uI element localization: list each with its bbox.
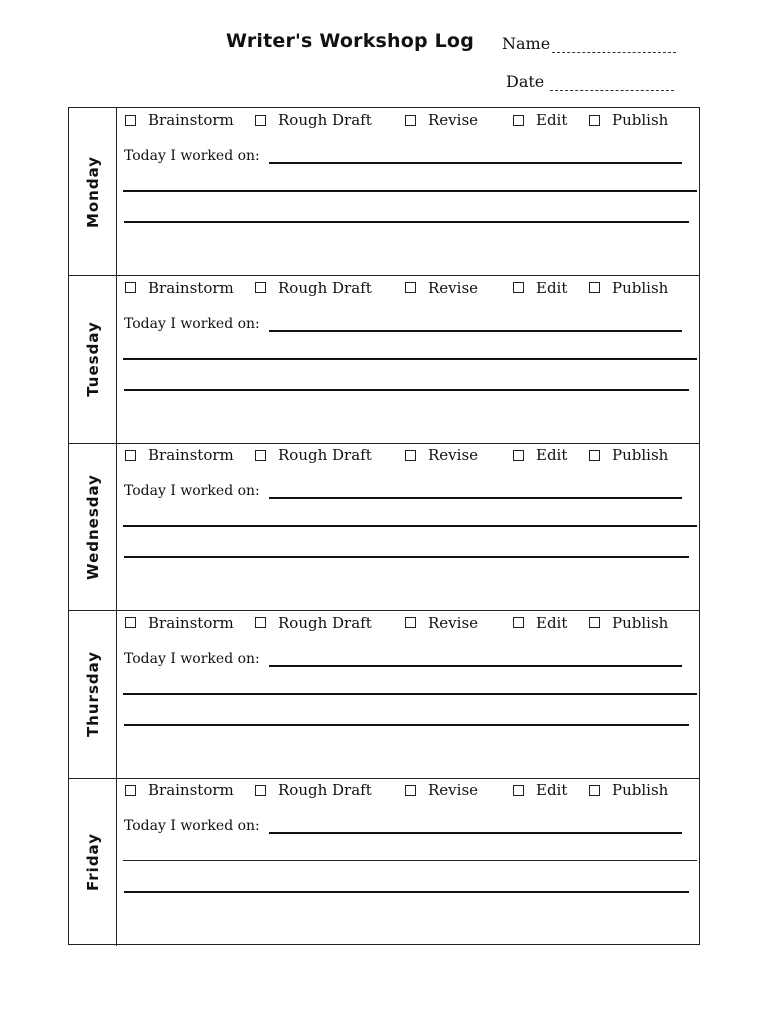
writing-line[interactable] bbox=[123, 358, 697, 360]
stage-option-publish[interactable] bbox=[589, 446, 668, 464]
stage-checkbox[interactable] bbox=[513, 785, 524, 796]
writing-line[interactable] bbox=[124, 221, 689, 223]
stage-checkbox[interactable] bbox=[589, 115, 600, 126]
worked-on-label: Today I worked on: bbox=[124, 315, 260, 332]
stage-option-brainstorm[interactable] bbox=[125, 111, 234, 129]
stage-checkbox[interactable] bbox=[513, 617, 524, 628]
stage-checkbox[interactable] bbox=[255, 282, 266, 293]
stage-checkbox[interactable] bbox=[513, 115, 524, 126]
stage-option-revise[interactable] bbox=[405, 781, 478, 799]
stage-checkbox[interactable] bbox=[405, 115, 416, 126]
stage-checkbox[interactable] bbox=[589, 282, 600, 293]
stage-label: Publish bbox=[612, 446, 669, 465]
writing-line[interactable] bbox=[269, 162, 682, 164]
stage-option-publish[interactable] bbox=[589, 279, 668, 297]
stage-label: Publish bbox=[612, 111, 669, 129]
day-label-cell bbox=[69, 108, 117, 275]
day-label-cell bbox=[69, 778, 117, 946]
stage-label: Rough Draft bbox=[278, 278, 372, 297]
stage-option-edit[interactable] bbox=[513, 279, 567, 297]
writing-line[interactable] bbox=[269, 832, 682, 834]
stage-option-brainstorm[interactable] bbox=[125, 614, 234, 632]
stage-checkbox[interactable] bbox=[589, 617, 600, 628]
writing-line[interactable] bbox=[124, 891, 689, 893]
day-label: Thursday bbox=[83, 651, 102, 738]
stage-option-rough-draft[interactable] bbox=[255, 614, 372, 632]
stage-checklist bbox=[125, 111, 705, 131]
day-label: Friday bbox=[83, 833, 102, 892]
writing-line[interactable] bbox=[124, 389, 689, 391]
stage-label: Edit bbox=[536, 781, 568, 800]
stage-checkbox[interactable] bbox=[405, 450, 416, 461]
stage-checkbox[interactable] bbox=[513, 450, 524, 461]
stage-checkbox[interactable] bbox=[589, 450, 600, 461]
stage-option-edit[interactable] bbox=[513, 614, 567, 632]
stage-option-rough-draft[interactable] bbox=[255, 111, 372, 129]
stage-label: Brainstorm bbox=[148, 781, 234, 800]
stage-option-edit[interactable] bbox=[513, 446, 567, 464]
stage-label: Rough Draft bbox=[278, 446, 372, 465]
worked-on-label: Today I worked on: bbox=[124, 483, 260, 500]
stage-option-publish[interactable] bbox=[589, 781, 668, 799]
stage-option-edit[interactable] bbox=[513, 781, 567, 799]
stage-label: Brainstorm bbox=[148, 278, 234, 297]
day-row-friday bbox=[69, 778, 699, 946]
writing-line[interactable] bbox=[123, 190, 697, 192]
stage-option-publish[interactable] bbox=[589, 111, 668, 129]
stage-checklist bbox=[125, 446, 705, 466]
stage-checkbox[interactable] bbox=[255, 450, 266, 461]
stage-option-brainstorm[interactable] bbox=[125, 781, 234, 799]
stage-checkbox[interactable] bbox=[255, 115, 266, 126]
day-label-cell bbox=[69, 443, 117, 610]
stage-label: Revise bbox=[428, 613, 479, 632]
stage-checkbox[interactable] bbox=[405, 282, 416, 293]
stage-checkbox[interactable] bbox=[513, 282, 524, 293]
writing-line[interactable] bbox=[124, 724, 689, 726]
stage-checkbox[interactable] bbox=[255, 785, 266, 796]
writing-line[interactable] bbox=[269, 665, 682, 667]
name-field[interactable] bbox=[502, 34, 676, 53]
name-blank-line[interactable] bbox=[552, 38, 676, 53]
stage-label: Edit bbox=[536, 111, 568, 129]
date-blank-line[interactable] bbox=[550, 76, 674, 91]
stage-checkbox[interactable] bbox=[125, 282, 136, 293]
stage-checkbox[interactable] bbox=[125, 450, 136, 461]
stage-option-revise[interactable] bbox=[405, 614, 478, 632]
stage-option-rough-draft[interactable] bbox=[255, 446, 372, 464]
stage-option-revise[interactable] bbox=[405, 111, 478, 129]
stage-checkbox[interactable] bbox=[405, 785, 416, 796]
writing-line[interactable] bbox=[269, 497, 682, 499]
day-row-thursday bbox=[69, 611, 699, 779]
stage-checkbox[interactable] bbox=[405, 617, 416, 628]
stage-label: Rough Draft bbox=[278, 613, 372, 632]
date-field[interactable] bbox=[506, 72, 674, 91]
date-label: Date bbox=[506, 72, 545, 91]
stage-option-brainstorm[interactable] bbox=[125, 279, 234, 297]
stage-option-revise[interactable] bbox=[405, 279, 478, 297]
stage-checklist bbox=[125, 614, 705, 634]
day-label-cell bbox=[69, 276, 117, 443]
stage-label: Rough Draft bbox=[278, 111, 372, 129]
day-row-monday bbox=[69, 108, 699, 276]
worked-on-label: Today I worked on: bbox=[124, 650, 260, 667]
stage-checklist bbox=[125, 279, 705, 299]
stage-label: Publish bbox=[612, 613, 669, 632]
stage-label: Edit bbox=[536, 613, 568, 632]
day-label-cell bbox=[69, 611, 117, 778]
day-label: Monday bbox=[83, 155, 102, 228]
stage-label: Brainstorm bbox=[148, 446, 234, 465]
stage-option-rough-draft[interactable] bbox=[255, 279, 372, 297]
stage-checkbox[interactable] bbox=[125, 115, 136, 126]
weekly-log-table bbox=[68, 107, 700, 945]
stage-option-edit[interactable] bbox=[513, 111, 567, 129]
stage-label: Edit bbox=[536, 278, 568, 297]
stage-label: Edit bbox=[536, 446, 568, 465]
stage-label: Rough Draft bbox=[278, 781, 372, 800]
stage-option-rough-draft[interactable] bbox=[255, 781, 372, 799]
writing-line[interactable] bbox=[123, 860, 697, 861]
day-row-tuesday bbox=[69, 276, 699, 444]
stage-label: Brainstorm bbox=[148, 613, 234, 632]
stage-label: Revise bbox=[428, 446, 479, 465]
writing-line[interactable] bbox=[123, 693, 697, 695]
worked-on-label: Today I worked on: bbox=[124, 148, 260, 164]
stage-checkbox[interactable] bbox=[125, 785, 136, 796]
day-row-wednesday bbox=[69, 443, 699, 611]
page-title: Writer's Workshop Log bbox=[226, 30, 474, 52]
stage-label: Revise bbox=[428, 781, 479, 800]
day-label: Wednesday bbox=[83, 473, 102, 580]
stage-checkbox[interactable] bbox=[589, 785, 600, 796]
stage-label: Publish bbox=[612, 781, 669, 800]
stage-option-revise[interactable] bbox=[405, 446, 478, 464]
stage-checkbox[interactable] bbox=[255, 617, 266, 628]
stage-label: Publish bbox=[612, 278, 669, 297]
stage-label: Revise bbox=[428, 111, 479, 129]
stage-label: Revise bbox=[428, 278, 479, 297]
stage-checklist bbox=[125, 781, 705, 801]
stage-label: Brainstorm bbox=[148, 111, 234, 129]
stage-option-publish[interactable] bbox=[589, 614, 668, 632]
writing-line[interactable] bbox=[123, 525, 697, 527]
writing-line[interactable] bbox=[124, 556, 689, 558]
worked-on-label: Today I worked on: bbox=[124, 818, 260, 835]
writing-line[interactable] bbox=[269, 330, 682, 332]
name-label: Name bbox=[502, 34, 551, 53]
stage-checkbox[interactable] bbox=[125, 617, 136, 628]
day-label: Tuesday bbox=[83, 321, 102, 397]
stage-option-brainstorm[interactable] bbox=[125, 446, 234, 464]
